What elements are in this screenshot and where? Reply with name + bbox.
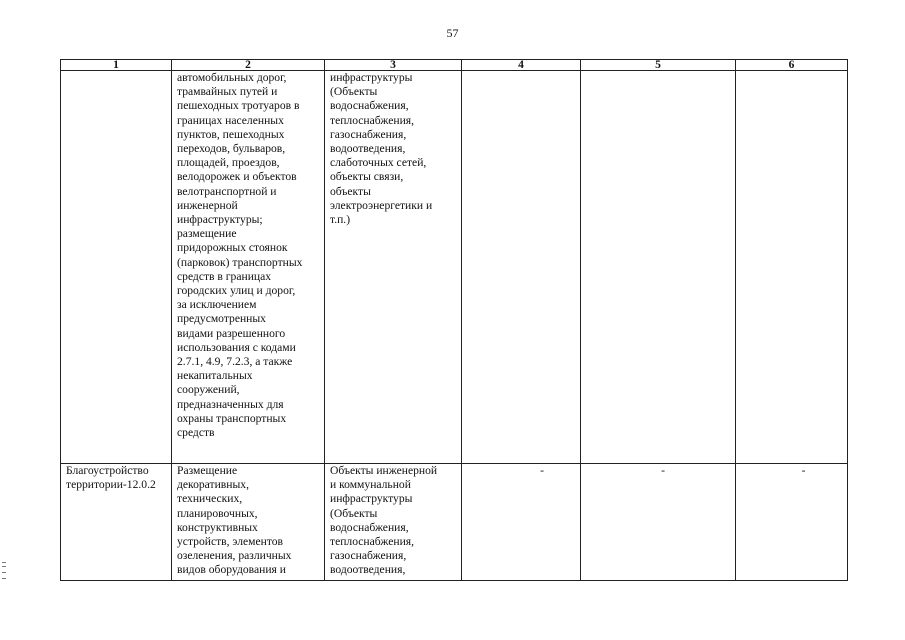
cell-col-6	[736, 71, 848, 464]
header-col-3: 3	[325, 60, 462, 71]
dash-value: -	[661, 464, 665, 477]
cell-col-4	[462, 71, 581, 464]
dash-value: -	[540, 464, 544, 477]
header-col-4: 4	[462, 60, 581, 71]
cell-use-description: Размещение декоративных, технических, планировочных, конструктивных устройств, элементов озеленения, различных видов оборудования и	[172, 464, 325, 581]
scan-artifact	[2, 566, 6, 567]
cell-col-5	[581, 464, 736, 581]
cell-col-6	[736, 464, 848, 581]
cell-col-4	[462, 464, 581, 581]
header-col-2: 2	[172, 60, 325, 71]
header-col-1: 1	[61, 60, 172, 71]
table-row	[61, 464, 848, 581]
scan-artifact	[2, 572, 6, 573]
page-number: 57	[446, 26, 459, 40]
cell-allowed-objects: инфраструктуры (Объекты водоснабжения, теплоснабжения, газоснабжения, водоотведения, слаботочных сетей, объекты связи, объекты электроэнергетики и т.п.)	[325, 71, 462, 464]
table-row	[61, 71, 848, 464]
cell-use-type: Благоустройство территории-12.0.2	[61, 464, 172, 581]
cell-use-description: автомобильных дорог, трамвайных путей и пешеходных тротуаров в границах населенных пунктов, пешеходных переходов, бульваров, площадей, проездов, велодорожек и объектов велотранспортной и инженерной инфраструктуры; размещение придорожных стоянок (парковок) транспортных средств в границах городских улиц и дорог, за исключением предусмотренных видами разрешенного использования с кодами 2.7.1, 4.9, 7.2.3, а также некапитальных сооружений, предназначенных для охраны транспортных средств	[172, 71, 325, 464]
scan-artifact	[2, 562, 6, 563]
header-col-6: 6	[736, 60, 848, 71]
cell-col-5	[581, 71, 736, 464]
scan-artifact	[2, 578, 6, 579]
header-col-5: 5	[581, 60, 736, 71]
cell-allowed-objects: Объекты инженерной и коммунальной инфраструктуры (Объекты водоснабжения, теплоснабжения, газоснабжения, водоотведения,	[325, 464, 462, 581]
header-row	[61, 60, 848, 71]
dash-value: -	[801, 464, 806, 477]
zoning-table	[60, 59, 848, 581]
cell-use-type	[61, 71, 172, 464]
